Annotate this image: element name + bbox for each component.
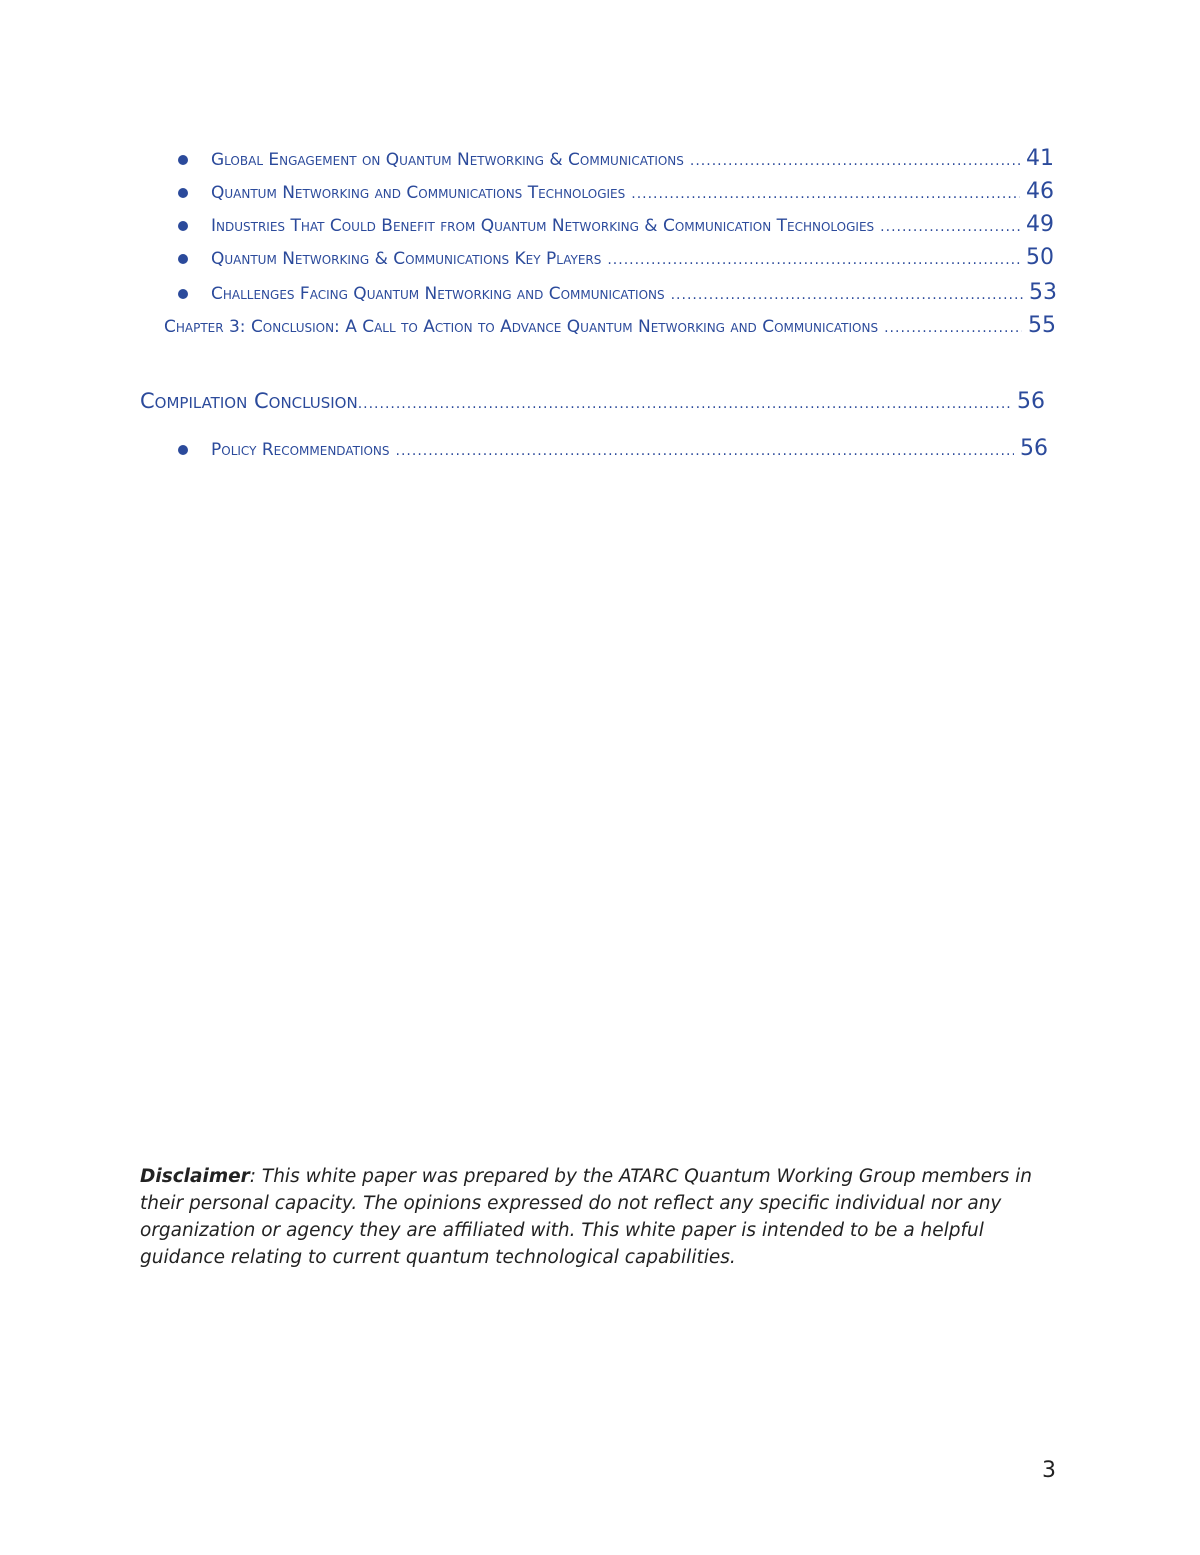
toc-entry-title: Policy Recommendations <box>211 440 390 460</box>
toc-entry-compilation-conclusion[interactable] <box>140 389 1045 414</box>
toc-leader-dots <box>671 287 1023 303</box>
toc-leader-dots <box>631 186 1020 202</box>
bullet-icon <box>178 289 188 299</box>
bullet-icon <box>178 188 188 198</box>
toc-leader-dots <box>607 252 1020 268</box>
toc-entry-global-engagement[interactable] <box>211 146 1054 171</box>
toc-entry-page: 56 <box>1020 436 1048 461</box>
toc-entry-technologies[interactable] <box>211 179 1054 204</box>
toc-entry-title: Compilation Conclusion <box>140 389 358 413</box>
toc-entry-challenges[interactable] <box>211 280 1057 305</box>
toc-entry-page: 50 <box>1026 245 1054 270</box>
toc-leader-dots <box>358 396 1011 412</box>
toc-entry-page: 56 <box>1017 389 1045 414</box>
toc-entry-title: Global Engagement on Quantum Networking & Communications <box>211 150 684 170</box>
toc-entry-page: 53 <box>1029 280 1057 305</box>
toc-leader-dots <box>690 153 1020 169</box>
toc-entry-title: Industries That Could Benefit from Quantum Networking & Communication Technologies <box>211 216 875 236</box>
bullet-icon <box>178 445 188 455</box>
toc-entry-industries[interactable] <box>211 212 1054 237</box>
toc-entry-title: Challenges Facing Quantum Networking and Communications <box>211 284 665 304</box>
bullet-icon <box>178 221 188 231</box>
toc-leader-dots <box>880 219 1020 235</box>
toc-entry-key-players[interactable] <box>211 245 1054 270</box>
toc-entry-page: 46 <box>1026 179 1054 204</box>
disclaimer-text: : This white paper was prepared by the ATARC Quantum Working Group members in their personal capacity. The opinions expressed do not reflect any specific individual nor any organization or agency they are affiliated with. This white paper is intended to be a helpful guidance relating to current quantum technological capabilities. <box>140 1166 1033 1268</box>
toc-leader-dots <box>884 320 1022 336</box>
toc-entry-title: Quantum Networking and Communications Technologies <box>211 183 626 203</box>
disclaimer-paragraph <box>140 1163 1055 1271</box>
toc-entry-title: Quantum Networking & Communications Key Players <box>211 249 602 269</box>
bullet-icon <box>178 155 188 165</box>
page-number: 3 <box>1042 1458 1056 1483</box>
toc-entry-page: 49 <box>1026 212 1054 237</box>
toc-entry-page: 55 <box>1028 313 1056 338</box>
disclaimer-label: Disclaimer <box>140 1166 250 1187</box>
toc-leader-dots <box>396 443 1014 459</box>
toc-entry-policy-recommendations[interactable] <box>211 436 1048 461</box>
toc-entry-chapter-3[interactable] <box>164 313 1056 338</box>
toc-entry-title: Chapter 3: Conclusion: A Call to Action to Advance Quantum Networking and Communications <box>164 317 879 337</box>
toc-entry-page: 41 <box>1026 146 1054 171</box>
bullet-icon <box>178 254 188 264</box>
